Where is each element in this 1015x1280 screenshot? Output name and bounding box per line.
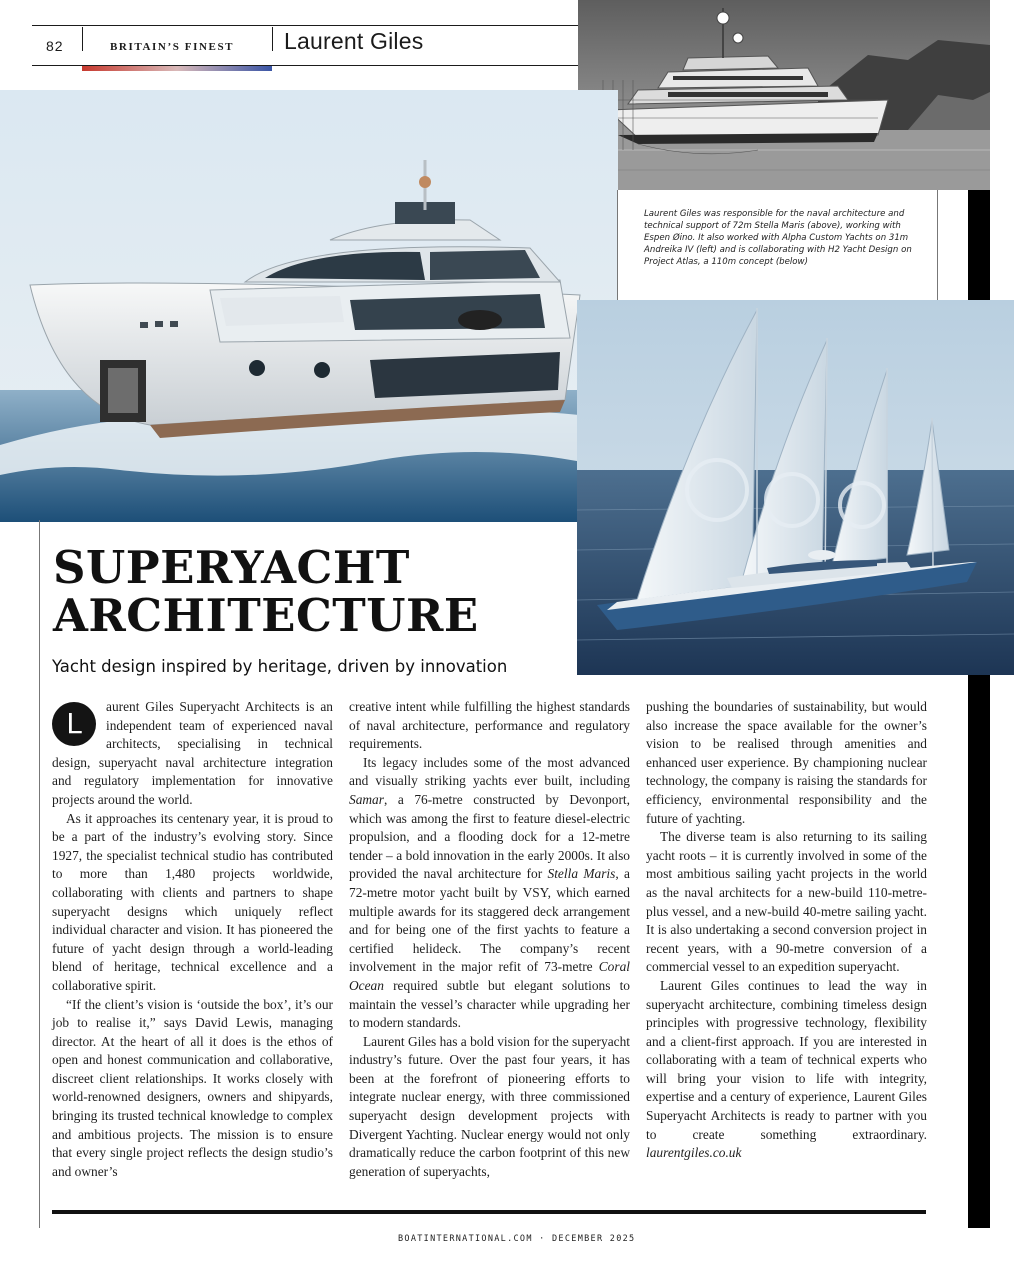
title-line: SUPERYACHT [53,541,410,594]
paragraph: L aurent Giles Superyacht Architects is an independent team of experienced naval architects, specialising in technical design, superyacht naval architecture integration and regulatory implementation for innovative projects around the world. [52,699,333,807]
page-number: 82 [46,38,64,54]
colour-stripe [82,66,272,71]
vertical-rule [39,520,40,1228]
drop-cap: L [52,702,96,746]
article-column-2 [349,698,630,1181]
image-caption: Laurent Giles was responsible for the naval architecture and technical support of 72m Stella Maris (above), working with Espen Øino. It also worked with Alpha Custom Yachts on 31m Andreika IV (left) and is collaborating with H2 Yacht Design on Project Atlas, a 110m concept (below) [644,209,912,267]
article-title [53,541,479,642]
stella-maris-image [578,0,990,190]
paragraph: Laurent Giles has a bold vision for the superyacht industry’s future. Over the past four years, it has been at the forefront of pioneering efforts to integrate nuclear energy, with three commissioned superyacht design development projects with Divergent Yachting. Nuclear energy would not only dramatically reduce the carbon footprint of this new generation of superyachts, [349,1033,630,1179]
paragraph: As it approaches its centenary year, it is proud to be a part of the industry’s evolving story. Since 1927, the specialist technical studio has contributed to more than 1,480 projects worldwide, collaborating with clients and partners to shape superyacht designs which uniquely reflect individual character and vision. It has pioneered the future of yacht design through a world-leading blend of heritage, technical excellence and a collaborative spirit. [52,810,333,993]
paragraph: The diverse team is also returning to its sailing yacht roots – it is currently involved in some of the most ambitious sailing yacht projects in the world as the naval architects for a new-build 110-metre-plus vessel, and a new-build 40-metre sailing yacht. It is also undertaking a second conversion project in recent years, with a 90-metre conversion of a commercial vessel to an expedition superyacht. [646,829,927,975]
header-divider [82,27,83,51]
brand-name: Laurent Giles [284,28,424,54]
vertical-rule [937,190,938,300]
yacht-name: Samar [349,791,384,807]
andreika-image [0,90,618,522]
website-link[interactable]: laurentgiles.co.uk [646,1145,742,1161]
section-label: BRITAIN’S FINEST [110,41,235,53]
paragraph: pushing the boundaries of sustainability, but would also increase the space available for the owner’s vision to be realised through amenities and enhanced user experience. By championing nuclear technology, the company is raising the standards for efficiency, environmental responsibility and the future of yachting. [646,699,927,826]
project-atlas-image [577,300,1014,675]
vertical-rule [617,190,618,300]
title-line: ARCHITECTURE [53,589,479,642]
page-footer: BOATINTERNATIONAL.COM · DECEMBER 2025 [398,1234,636,1244]
paragraph: creative intent while fulfilling the highest standards of naval architecture, performance and regulatory requirements. [349,699,630,752]
paragraph: Its legacy includes some of the most advanced and visually striking yachts ever built, including Samar, a 76-metre constructed by Devonport, which was among the first to feature diesel-electric propulsion, and a flooding dock for a 12-metre tender – a bold innovation in the early 2000s. It also provided the naval architecture for Stella Maris, a 72-metre motor yacht built by VSY, which earned multiple awards for its staggered deck arrangement and for being one of the first yachts to feature a certified helideck. The company’s recent involvement in the major refit of 73-metre Coral Ocean required subtle but elegant solutions to maintain the vessel’s character while upgrading her to modern standards. [349,754,631,1031]
paragraph: Laurent Giles continues to lead the way in superyacht architecture, combining timeless design principles with progressive technology, flexibility and a client-first approach. If you are interested in collaborating with a team of technical experts who will bring your vision to life with integrity, expertise and a century of experience, Laurent Giles Superyacht Architects is ready to partner with you to create something extraordinary. laurentgiles.co.uk [646,977,927,1161]
yacht-name: Coral Ocean [349,959,630,993]
article-column-3 [646,698,927,1163]
header-divider [272,27,273,51]
article-subtitle: Yacht design inspired by heritage, driven by innovation [52,657,508,676]
bottom-rule [52,1210,926,1214]
header-rule-top [32,25,578,26]
article-column-1 [52,698,333,1181]
paragraph: “If the client’s vision is ‘outside the box’, it’s our job to realise it,” says David Lewis, managing director. At the heart of all it does is the ethos of open and honest communication and collaborative, discreet client relationships. It works closely with world-renowned designers, owners and shipyards, bringing its trusted technical knowledge to complex and ambitious projects. The mission is to ensure that every single project reflects the design studio’s and owner’s [52,996,333,1179]
yacht-name: Stella Maris [547,866,616,882]
